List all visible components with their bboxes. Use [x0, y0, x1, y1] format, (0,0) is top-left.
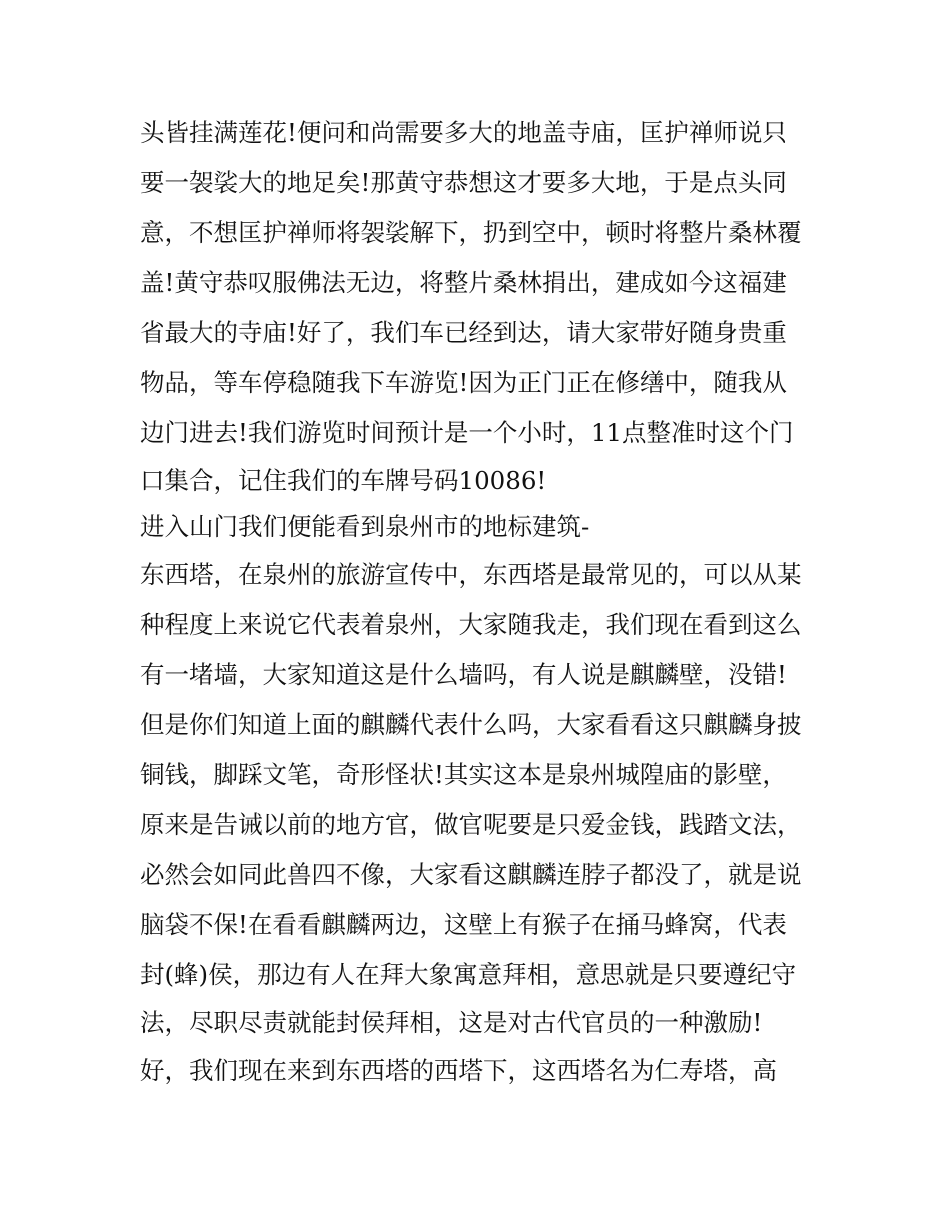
text-line: 有一堵墙，大家知道这是什么墙吗，有人说是麒麟壁，没错!: [140, 660, 787, 689]
paragraph-start-line: 好，我们现在来到东西塔的西塔下，这西塔名为仁寿塔，高: [140, 1056, 777, 1085]
text-line: 封(蜂)侯，那边有人在拜大象寓意拜相，意思就是只要遵纪守: [140, 960, 797, 989]
text-line: 边门进去!我们游览时间预计是一个小时，11点整准时这个门: [140, 418, 794, 447]
text-line: 省最大的寺庙!好了，我们车已经到达，请大家带好随身贵重: [140, 318, 787, 347]
text-line: 盖!黄守恭叹服佛法无边，将整片桑林捐出，建成如今这福建: [140, 268, 787, 297]
text-line: 种程度上来说它代表着泉州，大家随我走，我们现在看到这么: [140, 610, 802, 639]
body-text: [140, 108, 830, 1096]
text-line: 但是你们知道上面的麒麟代表什么吗，大家看看这只麒麟身披: [140, 710, 802, 739]
text-line: 要一袈裟大的地足矣!那黄守恭想这才要多大地，于是点头同: [140, 168, 787, 197]
text-line: 口集合，记住我们的车牌号码10086!: [140, 466, 547, 495]
paragraph-start-line: 进入山门我们便能看到泉州市的地标建筑-: [140, 512, 590, 541]
text-line: 必然会如同此兽四不像，大家看这麒麟连脖子都没了，就是说: [140, 860, 802, 889]
text-line: 头皆挂满莲花!便问和尚需要多大的地盖寺庙，匡护禅师说只: [140, 118, 787, 147]
text-line: 脑袋不保!在看看麒麟两边，这壁上有猴子在捅马蜂窝，代表: [140, 910, 787, 939]
text-line: 原来是告诫以前的地方官，做官呢要是只爱金钱，践踏文法，: [140, 810, 802, 839]
text-line: 铜钱，脚踩文笔，奇形怪状!其实这本是泉州城隍庙的影壁，: [140, 760, 787, 789]
text-line: 法，尽职尽责就能封侯拜相，这是对古代官员的一种激励!: [140, 1008, 763, 1037]
text-line: 物品，等车停稳随我下车游览!因为正门正在修缮中，随我从: [140, 368, 787, 397]
text-line: 东西塔，在泉州的旅游宣传中，东西塔是最常见的，可以从某: [140, 560, 802, 589]
text-line: 意，不想匡护禅师将袈裟解下，扔到空中，顿时将整片桑林覆: [140, 218, 802, 247]
